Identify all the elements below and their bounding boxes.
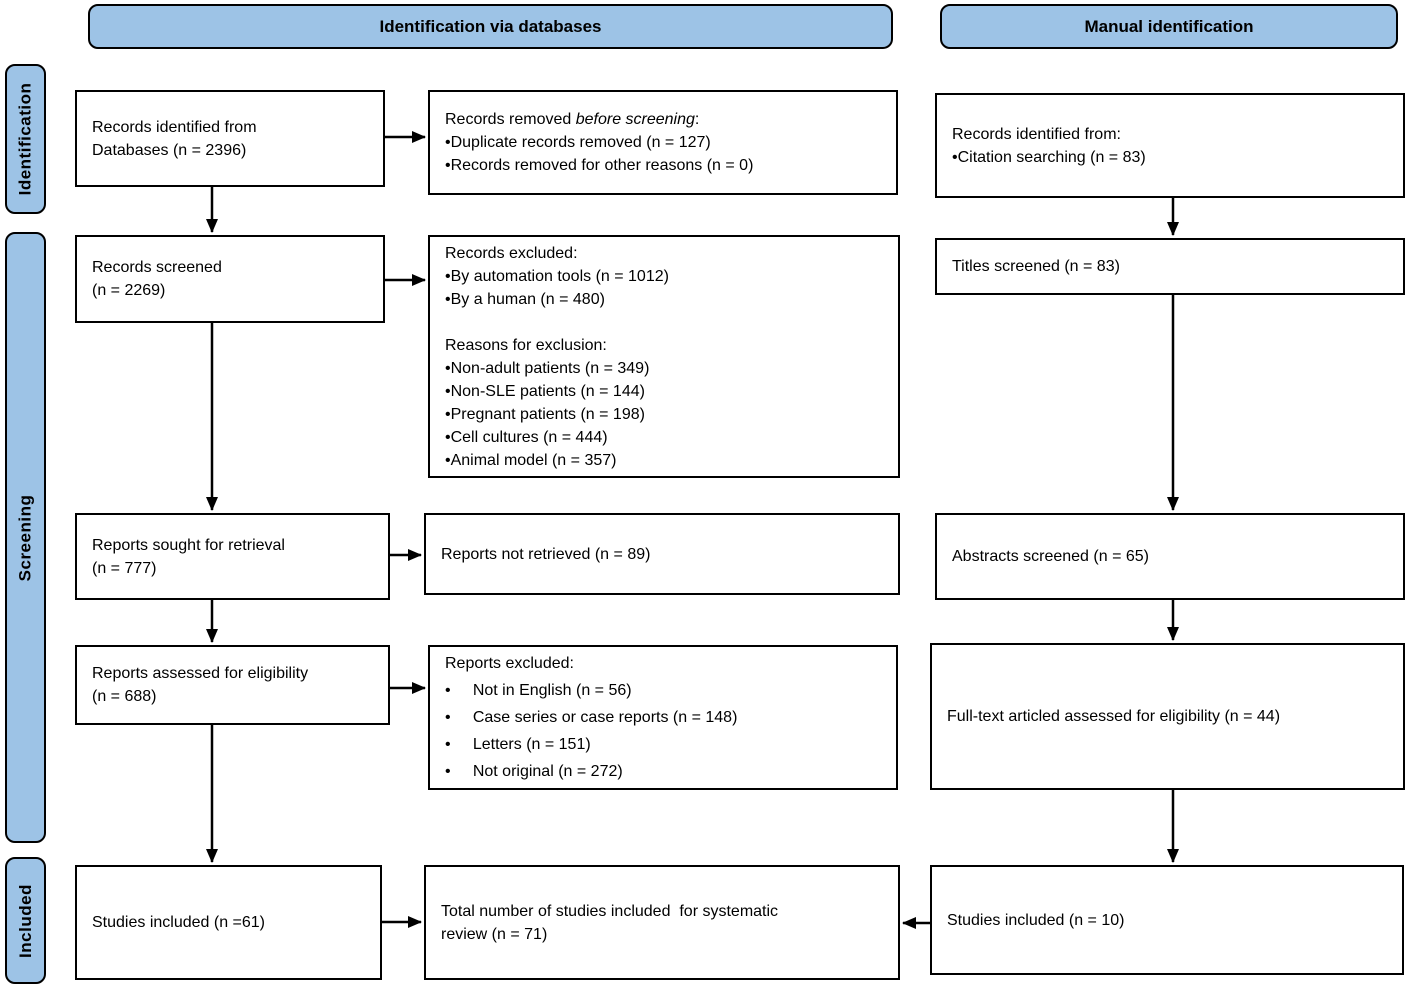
box-text-line: Full-text articled assessed for eligibility (n = 44): [947, 708, 1281, 725]
box-text-line: Reports not retrieved (n = 89): [441, 545, 651, 563]
box-reports-assessed: [75, 645, 390, 725]
box-titles-screened: [935, 238, 1405, 295]
box-total-included: [424, 865, 900, 980]
bullet-item: •Cell cultures (n = 444): [445, 428, 608, 446]
box-text-line: Reports sought for retrieval: [92, 536, 285, 554]
box-text-line: Databases (n = 2396): [92, 141, 247, 159]
box-text-line: Total number of studies included for systematic: [441, 902, 779, 920]
box-text-line: Abstracts screened (n = 65): [952, 548, 1149, 565]
bullet-item: •Pregnant patients (n = 198): [445, 405, 645, 423]
header-identification-via-databases: [88, 4, 893, 49]
bullet-item: • Not in English (n = 56): [445, 682, 632, 699]
header-manual-identification: [940, 4, 1398, 49]
box-studies-included-manual: [930, 865, 1404, 975]
box-text-line: Records identified from:: [952, 125, 1121, 143]
box-records-identified-manual: [935, 93, 1405, 198]
bullet-item: •Duplicate records removed (n = 127): [445, 134, 711, 151]
bullet-item: •Animal model (n = 357): [445, 451, 617, 469]
bullet-item: •Non-SLE patients (n = 144): [445, 382, 645, 400]
box-records-excluded: [428, 235, 900, 478]
stage-label: Screening: [15, 494, 35, 581]
box-text-line: review (n = 71): [441, 925, 548, 943]
box-reports-sought: [75, 513, 390, 600]
box-text-line: (n = 688): [92, 688, 157, 705]
bullet-item: • Case series or case reports (n = 148): [445, 709, 738, 726]
bullet-item: •Citation searching (n = 83): [952, 148, 1146, 166]
title-suffix: :: [694, 111, 700, 128]
spacer-line: [445, 311, 890, 334]
box-text-line: Studies included (n = 10): [947, 911, 1125, 929]
box-fulltext-assessed: [930, 643, 1405, 790]
box-text-line: Reports assessed for eligibility: [92, 665, 309, 682]
bullet-item: •By a human (n = 480): [445, 290, 605, 308]
box-studies-included-databases: [75, 865, 382, 980]
box-reports-excluded: [428, 645, 898, 790]
bullet-item: • Letters (n = 151): [445, 736, 591, 753]
stage-label: Included: [15, 883, 35, 958]
box-text-line: Records excluded:: [445, 244, 578, 262]
box-text-line: (n = 777): [92, 559, 157, 577]
stage-screening: [5, 232, 46, 843]
box-records-screened: [75, 235, 385, 323]
title-italic: before screening: [575, 111, 695, 128]
title-prefix: Records removed: [445, 111, 576, 128]
box-records-identified-databases: [75, 90, 385, 187]
box-text-line: Reasons for exclusion:: [445, 336, 607, 354]
bullet-item: •Records removed for other reasons (n = 0): [445, 157, 754, 174]
box-abstracts-screened: [935, 513, 1405, 600]
box-text-line: Titles screened (n = 83): [952, 258, 1120, 275]
box-text-line: Records screened: [92, 259, 222, 276]
header-label: Manual identification: [1084, 16, 1254, 36]
box-text-line: Studies included (n =61): [92, 914, 265, 931]
stage-included: [5, 857, 46, 984]
stage-identification: [5, 64, 46, 214]
bullet-item: •By automation tools (n = 1012): [445, 267, 669, 285]
box-records-removed: [428, 90, 898, 195]
box-text-line: Records identified from: [92, 118, 257, 136]
box-text-line: (n = 2269): [92, 282, 166, 299]
bullet-item: •Non-adult patients (n = 349): [445, 359, 650, 377]
box-title-line: [445, 108, 888, 131]
bullet-item: • Not original (n = 272): [445, 763, 623, 780]
box-reports-not-retrieved: [424, 513, 900, 595]
header-label: Identification via databases: [379, 16, 602, 36]
stage-label: Identification: [15, 82, 35, 196]
box-text-line: Reports excluded:: [445, 655, 574, 672]
